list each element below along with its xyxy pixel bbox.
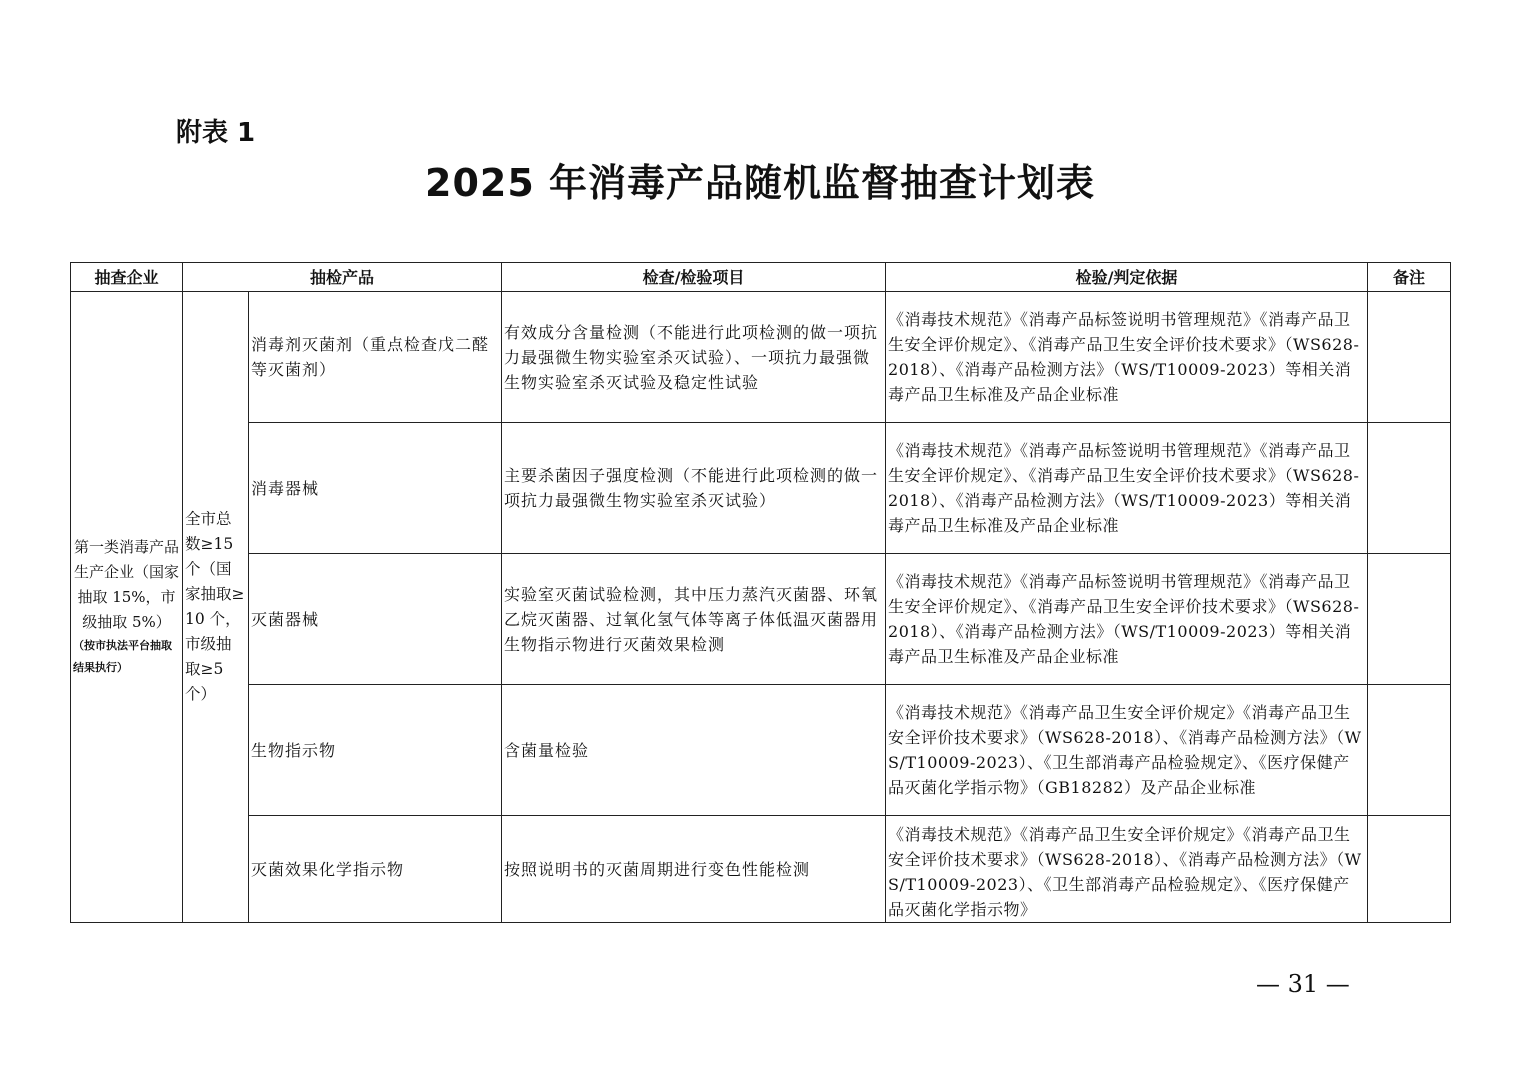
page-number: — 31 — <box>1256 970 1350 998</box>
table-row <box>71 554 1451 685</box>
page-title: 2025 年消毒产品随机监督抽查计划表 <box>425 161 1095 205</box>
table-row <box>71 292 1451 423</box>
basis-cell: 《消毒技术规范》《消毒产品标签说明书管理规范》《消毒产品卫生安全评价规定》、《消毒产品卫生安全评价技术要求》（WS628-2018）、《消毒产品检测方法》（WS/T10009-2023）等相关消毒产品卫生标准及产品企业标准 <box>886 292 1368 423</box>
product-cell: 消毒器械 <box>249 423 502 554</box>
items-cell: 含菌量检验 <box>502 685 886 816</box>
basis-cell: 《消毒技术规范》《消毒产品卫生安全评价规定》《消毒产品卫生安全评价技术要求》（WS628-2018）、《消毒产品检测方法》（WS/T10009-2023）、《卫生部消毒产品检验规定》、《医疗保健产品灭菌化学指示物》 <box>886 816 1368 923</box>
remarks-cell <box>1368 423 1451 554</box>
enterprise-note: （按市执法平台抽取结果执行） <box>73 639 172 674</box>
inspection-plan-table <box>70 262 1451 923</box>
remarks-cell <box>1368 685 1451 816</box>
table-row <box>71 816 1451 923</box>
product-cell: 消毒剂灭菌剂（重点检查戊二醛等灭菌剂） <box>249 292 502 423</box>
basis-cell: 《消毒技术规范》《消毒产品标签说明书管理规范》《消毒产品卫生安全评价规定》、《消毒产品卫生安全评价技术要求》（WS628-2018）、《消毒产品检测方法》（WS/T10009-2023）等相关消毒产品卫生标准及产品企业标准 <box>886 554 1368 685</box>
items-cell: 实验室灭菌试验检测，其中压力蒸汽灭菌器、环氧乙烷灭菌器、过氧化氢气体等离子体低温灭菌器用生物指示物进行灭菌效果检测 <box>502 554 886 685</box>
header-items: 检查/检验项目 <box>502 263 886 292</box>
table-header-row <box>71 263 1451 292</box>
items-cell: 主要杀菌因子强度检测（不能进行此项检测的做一项抗力最强微生物实验室杀灭试验） <box>502 423 886 554</box>
basis-cell: 《消毒技术规范》《消毒产品卫生安全评价规定》《消毒产品卫生安全评价技术要求》（WS628-2018）、《消毒产品检测方法》（WS/T10009-2023）、《卫生部消毒产品检验规定》、《医疗保健产品灭菌化学指示物》（GB18282）及产品企业标准 <box>886 685 1368 816</box>
product-cell: 灭菌效果化学指示物 <box>249 816 502 923</box>
product-cell: 灭菌器械 <box>249 554 502 685</box>
remarks-cell <box>1368 816 1451 923</box>
annex-label: 附表 1 <box>176 118 256 148</box>
header-enterprise: 抽查企业 <box>71 263 183 292</box>
enterprise-text: 第一类消毒产品生产企业（国家抽取 15%，市级抽取 5%） <box>73 538 179 631</box>
header-remarks: 备注 <box>1368 263 1451 292</box>
remarks-cell <box>1368 292 1451 423</box>
product-cell: 生物指示物 <box>249 685 502 816</box>
scope-cell: 全市总数≥15 个（国家抽取≥10 个，市级抽取≥5 个） <box>183 292 249 923</box>
basis-cell: 《消毒技术规范》《消毒产品标签说明书管理规范》《消毒产品卫生安全评价规定》、《消毒产品卫生安全评价技术要求》（WS628-2018）、《消毒产品检测方法》（WS/T10009-2023）等相关消毒产品卫生标准及产品企业标准 <box>886 423 1368 554</box>
header-product: 抽检产品 <box>183 263 502 292</box>
table-row <box>71 423 1451 554</box>
enterprise-cell <box>71 292 183 923</box>
table-row <box>71 685 1451 816</box>
header-basis: 检验/判定依据 <box>886 263 1368 292</box>
remarks-cell <box>1368 554 1451 685</box>
items-cell: 有效成分含量检测（不能进行此项检测的做一项抗力最强微生物实验室杀灭试验）、一项抗力最强微生物实验室杀灭试验及稳定性试验 <box>502 292 886 423</box>
items-cell: 按照说明书的灭菌周期进行变色性能检测 <box>502 816 886 923</box>
